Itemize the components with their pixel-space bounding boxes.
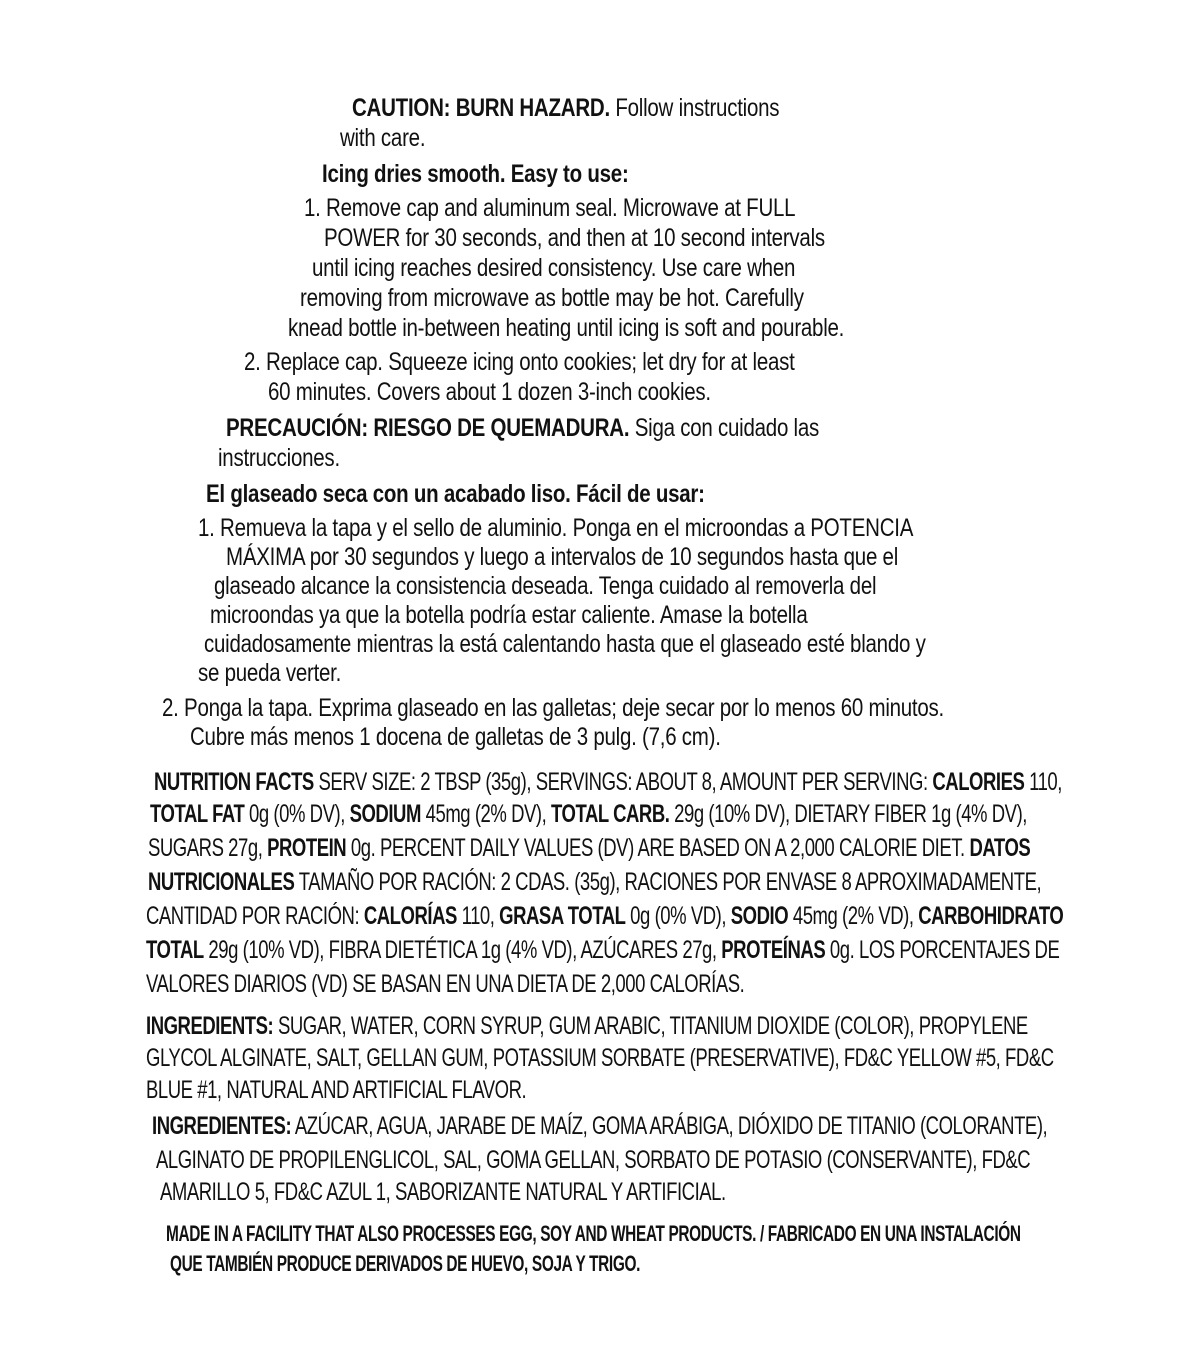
nutricionales-label: NUTRICIONALES: [148, 868, 295, 896]
ingredients-en-label: INGREDIENTS:: [146, 1012, 274, 1040]
allergen-text: QUE TAMBIÉN PRODUCE DERIVADOS DE HUEVO, SOJA Y TRIGO.: [170, 1251, 641, 1276]
nutrition-text: 29g (10% DV), DIETARY FIBER 1g (4% DV),: [669, 800, 1027, 828]
calorias-label: CALORÍAS: [363, 902, 457, 930]
usage-es-step1-line: 1. Remueva la tapa y el sello de aluminio. Ponga en el microondas a POTENCIA: [198, 514, 914, 542]
usage-es-step1-line: microondas ya que la botella podría estar caliente. Amase la botella: [210, 601, 808, 629]
usage-es-step2-line: Cubre más menos 1 docena de galletas de 3 pulg. (7,6 cm).: [190, 723, 721, 751]
nutrition-text: CANTIDAD POR RACIÓN:: [146, 902, 364, 930]
nutrition-facts-label: NUTRITION FACTS: [154, 768, 314, 796]
datos-label: DATOS: [969, 834, 1031, 862]
nutrition-text: SERV SIZE: 2 TBSP (35g), SERVINGS: ABOUT 8, AMOUNT PER SERVING:: [313, 768, 933, 796]
ingredients-es-text: AZÚCAR, AGUA, JARABE DE MAÍZ, GOMA ARÁBIGA, DIÓXIDO DE TITANIO (COLORANTE),: [291, 1112, 1048, 1140]
nutrition-text: TAMAÑO POR RACIÓN: 2 CDAS. (35g), RACIONES POR ENVASE 8 APROXIMADAMENTE,: [294, 868, 1042, 896]
nutrition-text: 110,: [456, 902, 500, 930]
usage-en-step2-line: 60 minutes. Covers about 1 dozen 3-inch cookies.: [268, 378, 711, 406]
nutrition-text: 29g (10% VD), FIBRA DIETÉTICA 1g (4% VD), AZÚCARES 27g,: [203, 936, 722, 964]
ingredients-es-line-1: [152, 1110, 1047, 1142]
calories-label: CALORIES: [932, 768, 1025, 796]
carbohidrato-label: CARBOHIDRATO: [918, 902, 1064, 930]
nutrition-text: SUGARS 27g,: [148, 834, 268, 862]
usage-en-step1-line: 1. Remove cap and aluminum seal. Microwave at FULL: [304, 194, 796, 222]
nutrition-line-4: [148, 866, 1041, 898]
allergen-line-1: [166, 1220, 1021, 1248]
protein-label: PROTEIN: [267, 834, 347, 862]
nutrition-line-6: [146, 934, 1059, 966]
usage-en-step1-line: POWER for 30 seconds, and then at 10 second intervals: [324, 224, 825, 252]
usage-en-step1-line: knead bottle in-between heating until icing is soft and pourable.: [288, 314, 845, 342]
total-label: TOTAL: [146, 936, 204, 964]
nutrition-text: 110,: [1024, 768, 1062, 796]
usage-es-step1-line: cuidadosamente mientras la está calentando hasta que el glaseado esté blando y: [204, 630, 926, 658]
sodio-label: SODIO: [730, 902, 789, 930]
usage-es-step1-line: glaseado alcance la consistencia deseada. Tenga cuidado al removerla del: [214, 572, 877, 600]
ingredients-es-label: INGREDIENTES:: [152, 1112, 292, 1140]
nutrition-line-1: [154, 766, 1062, 798]
usage-en-heading: [322, 158, 629, 190]
caution-en-text: Follow instructions: [609, 94, 780, 122]
usage-es-heading: [206, 478, 705, 510]
nutrition-text: 45mg (2% VD),: [788, 902, 919, 930]
total-carb-label: TOTAL CARB.: [551, 800, 670, 828]
nutrition-text: 0g (0% VD),: [625, 902, 731, 930]
nutrition-line-5: [146, 900, 1063, 932]
allergen-line-2: [170, 1250, 640, 1278]
caution-es-line-1: [226, 412, 819, 444]
usage-en-heading-text: Icing dries smooth. Easy to use:: [322, 160, 629, 188]
caution-es-lead: PRECAUCIÓN: RIESGO DE QUEMADURA.: [226, 414, 630, 442]
nutrition-line-7: VALORES DIARIOS (VD) SE BASAN EN UNA DIETA DE 2,000 CALORÍAS.: [146, 970, 745, 998]
usage-en-step1-line: until icing reaches desired consistency. Use care when: [312, 254, 796, 282]
nutrition-line-3: [148, 832, 1030, 864]
grasa-total-label: GRASA TOTAL: [499, 902, 626, 930]
nutrition-text: 0g. PERCENT DAILY VALUES (DV) ARE BASED ON A 2,000 CALORIE DIET.: [346, 834, 970, 862]
usage-en-step2-line: 2. Replace cap. Squeeze icing onto cookies; let dry for at least: [244, 348, 795, 376]
caution-en-line-1: [352, 92, 779, 124]
nutrition-text: 0g (0% DV),: [244, 800, 350, 828]
sodium-label: SODIUM: [349, 800, 421, 828]
usage-es-step2-line: 2. Ponga la tapa. Exprima glaseado en las galletas; deje secar por lo menos 60 minutos.: [162, 694, 944, 722]
allergen-text: MADE IN A FACILITY THAT ALSO PROCESSES EGG, SOY AND WHEAT PRODUCTS. / FABRICADO EN UNA INSTALACIÓN: [166, 1221, 1021, 1246]
proteinas-label: PROTEÍNAS: [721, 936, 826, 964]
ingredients-en-line-3: BLUE #1, NATURAL AND ARTIFICIAL FLAVOR.: [146, 1076, 527, 1104]
ingredients-en-line-2: GLYCOL ALGINATE, SALT, GELLAN GUM, POTASSIUM SORBATE (PRESERVATIVE), FD&C YELLOW #5, FD&C: [146, 1044, 1054, 1072]
ingredients-es-line-3: AMARILLO 5, FD&C AZUL 1, SABORIZANTE NATURAL Y ARTIFICIAL.: [160, 1178, 726, 1206]
nutrition-text: 0g. LOS PORCENTAJES DE: [825, 936, 1060, 964]
usage-es-heading-text: El glaseado seca con un acabado liso. Fácil de usar:: [206, 480, 705, 508]
total-fat-label: TOTAL FAT: [150, 800, 245, 828]
ingredients-en-line-1: [146, 1010, 1028, 1042]
caution-es-text: Siga con cuidado las: [629, 414, 820, 442]
caution-en-lead: CAUTION: BURN HAZARD.: [352, 94, 610, 122]
ingredients-es-line-2: ALGINATO DE PROPILENGLICOL, SAL, GOMA GELLAN, SORBATO DE POTASIO (CONSERVANTE), FD&C: [156, 1146, 1031, 1174]
caution-es-line-2: instrucciones.: [218, 444, 340, 472]
usage-es-step1-line: MÁXIMA por 30 segundos y luego a intervalos de 10 segundos hasta que el: [226, 543, 899, 571]
nutrition-line-2: [150, 798, 1027, 830]
nutrition-text: 45mg (2% DV),: [420, 800, 552, 828]
ingredients-en-text: SUGAR, WATER, CORN SYRUP, GUM ARABIC, TITANIUM DIOXIDE (COLOR), PROPYLENE: [273, 1012, 1028, 1040]
caution-en-line-2: with care.: [340, 124, 426, 152]
usage-es-step1-line: se pueda verter.: [198, 659, 342, 687]
usage-en-step1-line: removing from microwave as bottle may be hot. Carefully: [300, 284, 804, 312]
